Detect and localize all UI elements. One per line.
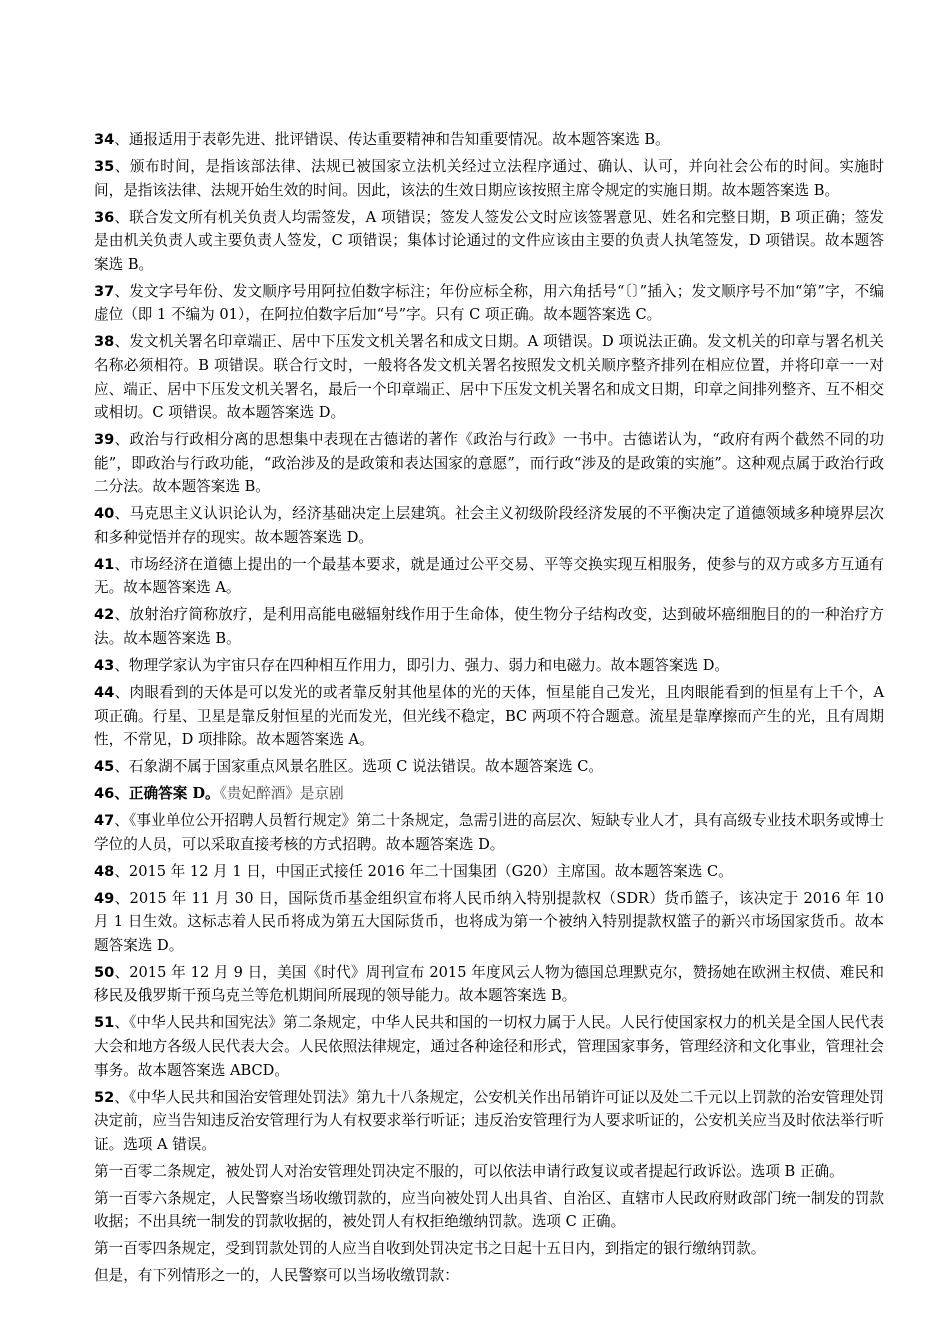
item-text: 、发文机关署名印章端正、居中下压发文机关署名和成文日期。A 项错误。D 项说法正确。发文机关的印章与署名机关名称必须相符。B 项错误。联合行文时，一般将各发文机关署名按照发文机关顺序整齐排列在相应位置，并将印章一一对应、端正、居中下压发文机关署名，最后一个印章端正、居中下压发文机关署名和成文日期，印章之间排列整齐、互不相交或相切。C 项错误。故本题答案选 D。 bbox=[94, 333, 884, 422]
answer-item-36 bbox=[94, 206, 884, 277]
item-number: 36 bbox=[94, 208, 115, 226]
item-number: 50 bbox=[94, 963, 115, 981]
answer-item-50 bbox=[94, 961, 884, 1008]
item-text: 、2015 年 12 月 9 日，美国《时代》周刊宣布 2015 年度风云人物为德国总理默克尔，赞扬她在欧洲主权债、难民和移民及俄罗斯干预乌克兰等危机期间所展现的领导能力。故本题答案选 B。 bbox=[94, 963, 884, 1005]
item-text: 、2015 年 12 月 1 日，中国正式接任 2016 年二十国集团（G20）主席国。故本题答案选 C。 bbox=[114, 862, 733, 880]
answer-item-35 bbox=[94, 155, 884, 202]
item-text: 、马克思主义认识论认为，经济基础决定上层建筑。社会主义初级阶段经济发展的不平衡决定了道德领域多种境界层次和多种觉悟并存的现实。故本题答案选 D。 bbox=[94, 505, 884, 546]
answer-item-42 bbox=[94, 603, 884, 650]
item-text: 、石象湖不属于国家重点风景名胜区。选项 C 说法错误。故本题答案选 C。 bbox=[114, 758, 603, 776]
item-number: 38 bbox=[94, 333, 115, 351]
item-text: 《贵妃醉酒》是京剧 bbox=[219, 785, 344, 803]
answer-item-43 bbox=[94, 654, 884, 678]
item-text: 、市场经济在道德上提出的一个最基本要求，就是通过公平交易、平等交换实现互相服务，使参与的双方或多方互通有无。故本题答案选 A。 bbox=[94, 555, 884, 597]
answer-item-40 bbox=[94, 502, 884, 549]
answer-item-46 bbox=[94, 782, 884, 806]
item-text: 、《中华人民共和国治安管理处罚法》第九十八条规定，公安机关作出吊销许可证以及处二千元以上罚款的治安管理处罚决定前，应当告知违反治安管理行为人有权要求举行听证；违反治安管理行为人要求听证的，公安机关应当及时依法举行听证。选项 A 错误。 bbox=[94, 1088, 884, 1153]
item-number: 52 bbox=[94, 1088, 115, 1106]
item-text: 、发文字号年份、发文顺序号用阿拉伯数字标注；年份应标全称，用六角括号“〔〕”插入；发文顺序号不加“第”字，不编虚位（即 1 不编为 01），在阿拉伯数字后加“号”字。只有 C 项正确。故本题答案选 C。 bbox=[94, 282, 884, 324]
answer-item-41 bbox=[94, 553, 884, 600]
item-number: 41 bbox=[94, 555, 115, 573]
answer-item-38 bbox=[94, 330, 884, 424]
item-number: 34 bbox=[94, 131, 115, 148]
item-number: 42 bbox=[94, 606, 115, 624]
answer-item-44 bbox=[94, 681, 884, 752]
item-text: 、《事业单位公开招聘人员暂行规定》第二十条规定，急需引进的高层次、短缺专业人才，具有高级专业技术职务或博士学位的人员，可以采取直接考核的方式招聘。故本题答案选 D。 bbox=[94, 812, 884, 853]
answer-item-49 bbox=[94, 887, 884, 958]
item-text: 、通报适用于表彰先进、批评错误、传达重要精神和告知重要情况。故本题答案选 B。 bbox=[114, 131, 670, 148]
continuation-paragraph: 第一百零四条规定，受到罚款处罚的人应当自收到处罚决定书之日起十五日内，到指定的银行缴纳罚款。 bbox=[94, 1240, 766, 1258]
answer-item-34 bbox=[94, 128, 884, 152]
item-number: 40 bbox=[94, 505, 115, 523]
item-number: 47 bbox=[94, 812, 115, 830]
answer-item-37 bbox=[94, 280, 884, 327]
answer-item-52 bbox=[94, 1086, 884, 1157]
item-number: 45 bbox=[94, 758, 115, 776]
item-text: 、政治与行政相分离的思想集中表现在古德诺的著作《政治与行政》一书中。古德诺认为，“政府有两个截然不同的功能”，即政治与行政功能，“政治涉及的是政策和表达国家的意愿”，而行政“涉及的是政策的实施”。这种观点属于政治行政二分法。故本题答案选 B。 bbox=[94, 431, 884, 496]
item-lead-answer: 、正确答案 D。 bbox=[114, 785, 220, 803]
answer-item-47 bbox=[94, 809, 884, 856]
continuation-paragraph: 第一百零二条规定，被处罚人对治安管理处罚决定不服的，可以依法申请行政复议或者提起行政诉讼。选项 B 正确。 bbox=[94, 1162, 844, 1180]
item-text: 、肉眼看到的天体是可以发光的或者靠反射其他星体的光的天体，恒星能自己发光，且肉眼能看到的恒星有上千个，A 项正确。行星、卫星是靠反射恒星的光而发光，但光线不稳定，BC 两项不符合题意。流星是靠摩擦而产生的光，且有周期性，不常见，D 项排除。故本题答案选 A。 bbox=[94, 683, 884, 749]
item-number: 46 bbox=[94, 785, 115, 803]
answer-item-48 bbox=[94, 860, 884, 884]
item-number: 35 bbox=[94, 157, 115, 175]
document-page bbox=[94, 128, 884, 1291]
item-text: 、2015 年 11 月 30 日，国际货币基金组织宣布将人民币纳入特别提款权（SDR）货币篮子，该决定于 2016 年 10 月 1 日生效。这标志着人民币将成为第五大国际货币，也将成为第一个被纳入特别提款权篮子的新兴市场国家货币。故本题答案选 D。 bbox=[94, 889, 884, 954]
item-text: 、放射治疗简称放疗，是利用高能电磁辐射线作用于生命体，使生物分子结构改变，达到破坏癌细胞目的的一种治疗方法。故本题答案选 B。 bbox=[94, 606, 884, 647]
item-number: 51 bbox=[94, 1014, 115, 1032]
item-text: 、颁布时间，是指该部法律、法规已被国家立法机关经过立法程序通过、确认、认可，并向社会公布的时间。实施时间，是指该法律、法规开始生效的时间。因此，该法的生效日期应该按照主席令规定的实施日期。故本题答案选 B。 bbox=[94, 157, 884, 199]
answer-item-45 bbox=[94, 755, 884, 779]
answer-item-39 bbox=[94, 428, 884, 499]
continuation-paragraph: 但是，有下列情形之一的，人民警察可以当场收缴罚款： bbox=[94, 1267, 459, 1285]
item-text: 、物理学家认为宇宙只存在四种相互作用力，即引力、强力、弱力和电磁力。故本题答案选 D。 bbox=[114, 656, 729, 674]
item-number: 37 bbox=[94, 282, 115, 300]
item-number: 44 bbox=[94, 683, 115, 701]
item-number: 49 bbox=[94, 889, 115, 907]
continuation-paragraph: 第一百零六条规定，人民警察当场收缴罚款的，应当向被处罚人出具省、自治区、直辖市人民政府财政部门统一制发的罚款收据；不出具统一制发的罚款收据的，被处罚人有权拒绝缴纳罚款。选项 C 正确。 bbox=[94, 1189, 884, 1231]
item-text: 、《中华人民共和国宪法》第二条规定，中华人民共和国的一切权力属于人民。人民行使国家权力的机关是全国人民代表大会和地方各级人民代表大会。人民依照法律规定，通过各种途径和形式，管理国家事务，管理经济和文化事业，管理社会事务。故本题答案选 ABCD。 bbox=[94, 1014, 884, 1079]
item-number: 43 bbox=[94, 656, 115, 674]
item-text: 、联合发文所有机关负责人均需签发，A 项错误；签发人签发公文时应该签署意见、姓名和完整日期，B 项正确；签发是由机关负责人或主要负责人签发，C 项错误；集体讨论通过的文件应该由主要的负责人执笔签发，D 项错误。故本题答案选 B。 bbox=[94, 208, 884, 273]
answer-item-51 bbox=[94, 1011, 884, 1082]
item-number: 39 bbox=[94, 431, 115, 449]
item-number: 48 bbox=[94, 862, 115, 880]
